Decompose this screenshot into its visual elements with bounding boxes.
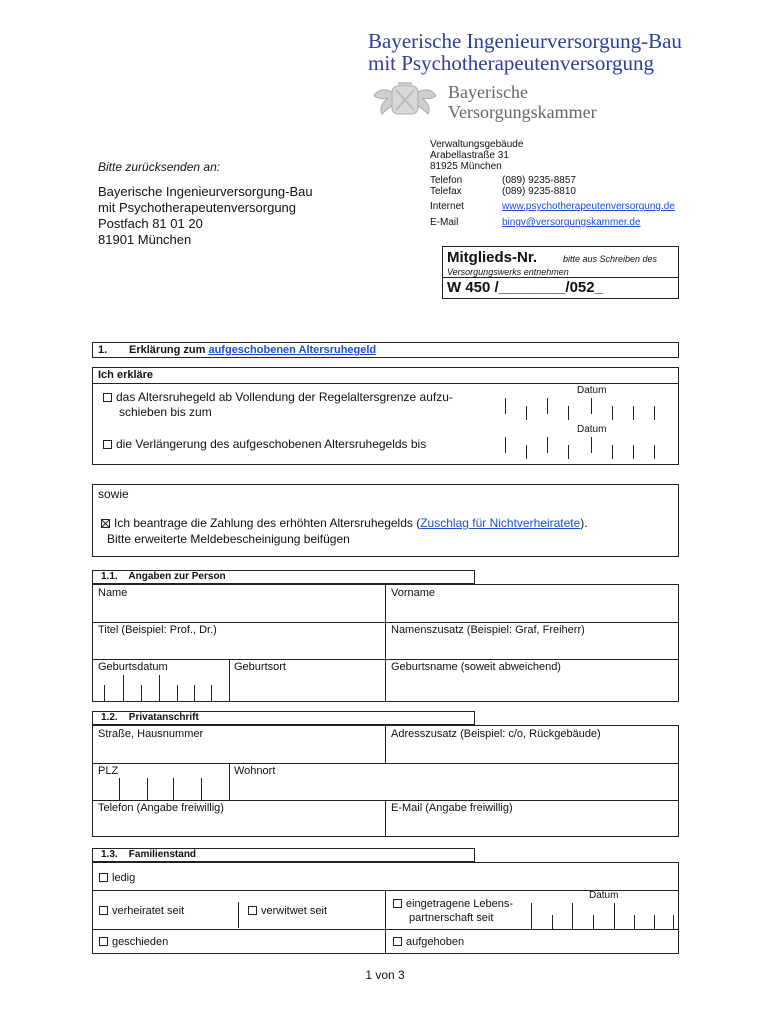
verwitwet-label: verwitwet seit (261, 905, 328, 917)
ledig-checkbox[interactable] (99, 873, 108, 882)
section12-header (92, 711, 475, 725)
section13-title: 1.3. Familienstand (101, 849, 197, 860)
person-table (92, 584, 679, 702)
supplement-prefix: Ich beantrage die Zahlung des erhöhten Altersruhegelds ( (114, 516, 421, 530)
kammer-name (448, 82, 597, 122)
email-field[interactable]: E-Mail (Angabe freiwillig) (391, 802, 513, 814)
aufgehoben-option[interactable] (393, 936, 464, 948)
internet-label: Internet (430, 201, 464, 212)
option-extend[interactable] (103, 437, 426, 451)
date-label-3: Datum (589, 890, 619, 901)
geburtsdatum-field[interactable]: Geburtsdatum (98, 661, 168, 673)
section1-number: 1. (98, 344, 108, 356)
verwitwet-option[interactable] (248, 905, 327, 917)
ledig-label: ledig (112, 872, 136, 884)
section13-header (92, 848, 475, 862)
defer-checkbox[interactable] (103, 393, 112, 402)
date-label-1: Datum (577, 385, 607, 396)
section11-header (92, 570, 475, 584)
sowie-box (92, 484, 679, 557)
plz-field[interactable]: PLZ (98, 765, 119, 777)
date-field-1[interactable] (505, 398, 655, 422)
fund-title (368, 30, 682, 74)
member-hint: bitte aus Schreiben des (563, 254, 658, 264)
return-address (98, 184, 313, 248)
contact-city: 81925 München (430, 161, 502, 172)
phone-label: Telefon (430, 175, 463, 186)
coat-of-arms-icon (370, 82, 440, 120)
partnerschaft-label-2: partnerschaft seit (409, 912, 494, 924)
fax-value: (089) 9235-8810 (502, 186, 576, 197)
return-address-line2: mit Psychotherapeutenversorgung (98, 200, 297, 215)
fund-title-line1: Bayerische Ingenieurversorgung-Bau (368, 29, 682, 53)
verheiratet-label: verheiratet seit (112, 905, 185, 917)
partnerschaft-checkbox[interactable] (393, 899, 402, 908)
fund-title-line2: mit Psychotherapeutenversorgung (368, 51, 654, 75)
verheiratet-option[interactable] (99, 905, 184, 917)
return-address-line1: Bayerische Ingenieurversorgung-Bau (98, 184, 313, 199)
name-field[interactable]: Name (98, 587, 128, 599)
geschieden-checkbox[interactable] (99, 937, 108, 946)
address-table (92, 725, 679, 837)
return-address-line4: 81901 München (98, 232, 192, 247)
aufgehoben-label: aufgehoben (406, 936, 465, 948)
supplement-suffix: ). (580, 516, 588, 530)
partnerschaft-option[interactable] (393, 897, 513, 925)
geschieden-option[interactable] (99, 936, 168, 948)
member-number-value: W 450 /________/052_ (447, 279, 603, 296)
verheiratet-checkbox[interactable] (99, 906, 108, 915)
section1-title-prefix: Erklärung zum (129, 344, 209, 356)
titel-field[interactable]: Titel (Beispiel: Prof., Dr.) (98, 624, 217, 636)
section1-title-link[interactable]: aufgeschobenen Altersruhegeld (208, 344, 377, 356)
ledig-option[interactable] (99, 872, 135, 884)
strasse-field[interactable]: Straße, Hausnummer (98, 728, 204, 740)
namenszusatz-field[interactable]: Namenszusatz (Beispiel: Graf, Freiherr) (391, 624, 585, 636)
partnerschaft-label-1: eingetragene Lebens- (406, 898, 514, 910)
section1-title (129, 344, 376, 356)
contact-building: Verwaltungsgebäude (430, 139, 524, 150)
declare-label: Ich erkläre (98, 369, 154, 381)
geburtsort-field[interactable]: Geburtsort (234, 661, 286, 673)
aufgehoben-checkbox[interactable] (393, 937, 402, 946)
date-field-2[interactable] (505, 437, 655, 461)
verwitwet-checkbox[interactable] (248, 906, 257, 915)
adresszusatz-field[interactable]: Adresszusatz (Beispiel: c/o, Rückgebäude) (391, 728, 601, 740)
section11-title: 1.1. Angaben zur Person (101, 571, 226, 582)
member-number-box[interactable] (442, 246, 679, 299)
extend-checkbox[interactable] (103, 440, 112, 449)
geburtsname-field[interactable]: Geburtsname (soweit abweichend) (391, 661, 561, 673)
section1-header (92, 342, 679, 358)
marital-table (92, 862, 679, 954)
supplement-link[interactable]: Zuschlag für Nichtverheiratete (420, 516, 581, 530)
fax-label: Telefax (430, 186, 462, 197)
extend-text: die Verlängerung des aufgeschobenen Altersruhegelds bis (116, 437, 427, 451)
email-link[interactable]: bingv@versorgungskammer.de (502, 217, 641, 228)
supplement-checkbox-checked[interactable] (101, 519, 110, 528)
phone-value: (089) 9235-8857 (502, 175, 576, 186)
geschieden-label: geschieden (112, 936, 169, 948)
return-prompt: Bitte zurücksenden an: (98, 160, 221, 174)
kammer-line1: Bayerische (448, 82, 528, 102)
kammer-line2: Versorgungskammer (448, 102, 597, 122)
contact-address (430, 139, 523, 172)
member-number-label: Mitglieds-Nr. (447, 249, 538, 266)
page-number: 1 von 3 (365, 968, 405, 982)
vorname-field[interactable]: Vorname (391, 587, 436, 599)
sowie-label: sowie (98, 487, 129, 501)
date-label-2: Datum (577, 424, 607, 435)
section12-title: 1.2. Privatanschrift (101, 712, 199, 723)
supplement-hint: Bitte erweiterte Meldebescheinigung beifügen (107, 532, 350, 546)
wohnort-field[interactable]: Wohnort (234, 765, 276, 777)
return-address-line3: Postfach 81 01 20 (98, 216, 203, 231)
member-hint-2: Versorgungswerks entnehmen (447, 267, 569, 277)
defer-text-2: schieben bis zum (119, 405, 212, 419)
option-defer[interactable] (103, 390, 453, 420)
defer-text-1: das Altersruhegeld ab Vollendung der Regelaltersgrenze aufzu- (116, 390, 453, 404)
supplement-option[interactable] (101, 515, 588, 547)
internet-link[interactable]: www.psychotherapeutenversorgung.de (502, 201, 675, 212)
telefon-field[interactable]: Telefon (Angabe freiwillig) (98, 802, 224, 814)
contact-street: Arabellastraße 31 (430, 150, 509, 161)
email-label: E-Mail (430, 217, 459, 228)
